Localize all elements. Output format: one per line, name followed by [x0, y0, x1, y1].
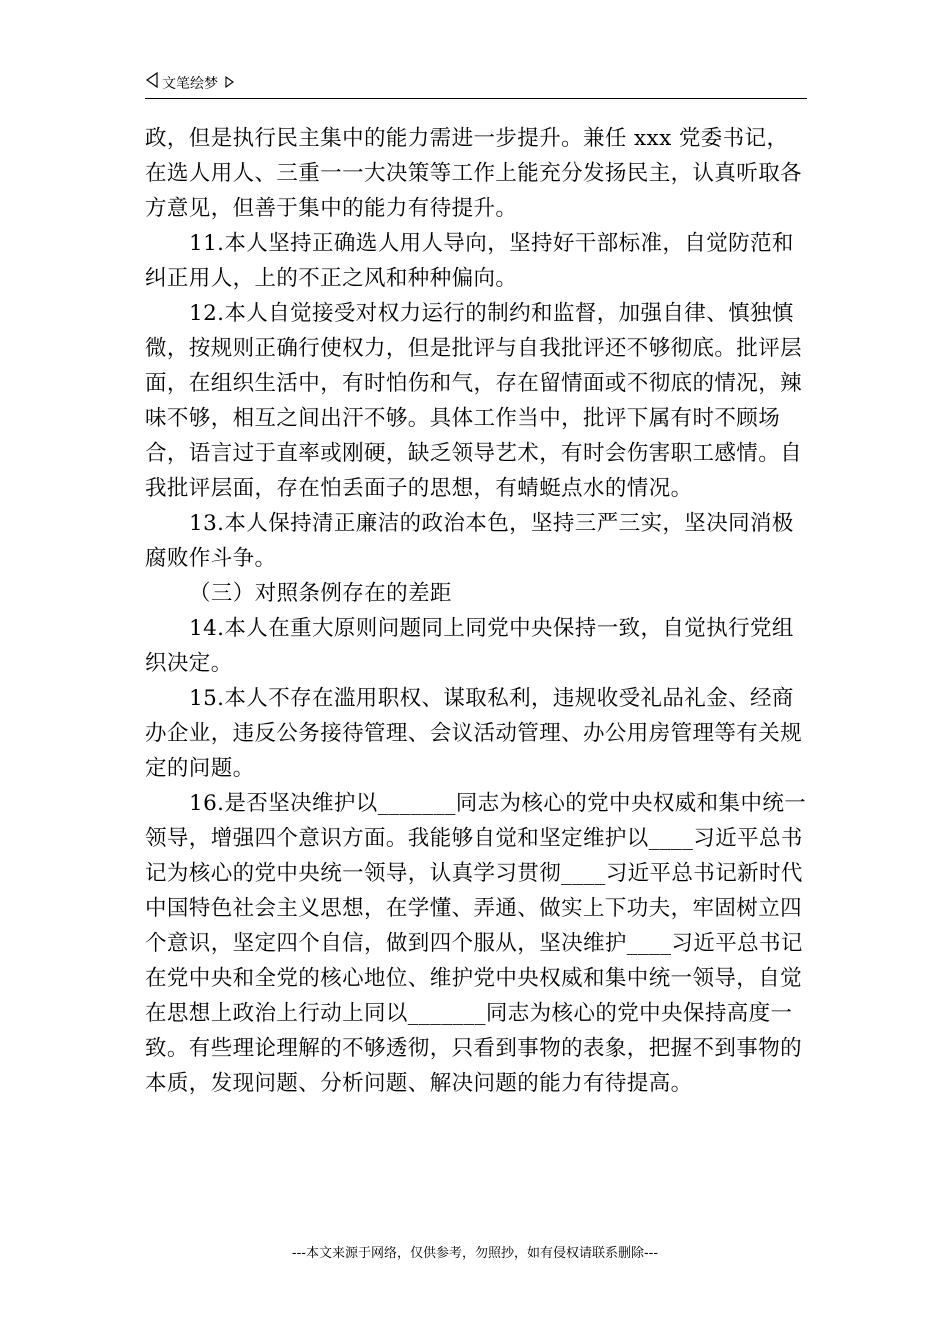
page-footer-disclaimer: ---本文来源于网络，仅供参考，勿照抄，如有侵权请联系删除--- — [291, 1246, 659, 1261]
paragraph-continued: 政，但是执行民主集中的能力需进一步提升。兼任 xxx 党委书记，在选人用人、三重一一大决策等工作上能充分发扬民主，认真听取各方意见，但善于集中的能力有待提升。 — [145, 126, 803, 221]
paragraph-item-15: 15.本人不存在滥用职权、谋取私利，违规收受礼品礼金、经商办企业，违反公务接待管理、会议活动管理、办公用房管理等有关规定的问题。 — [145, 686, 803, 781]
paragraph-item-14: 14.本人在重大原则问题同上同党中央保持一致，自觉执行党组织决定。 — [145, 616, 794, 676]
page-header — [145, 72, 807, 99]
paragraph-item-13: 13.本人保持清正廉洁的政治本色，坚持三严三实，坚决同消极腐败作斗争。 — [145, 511, 794, 571]
header-brand: 文笔绘梦 — [162, 76, 218, 92]
paragraph-item-12: 12.本人自觉接受对权力运行的制约和监督，加强自律、慎独慎微，按规则正确行使权力，但是批评与自我批评还不够彻底。批评层面，在组织生活中，有时怕伤和气，存在留情面或不彻底的情况，辣味不够，相互之间出汗不够。具体工作当中，批评下属有时不顾场合，语言过于直率或刚硬，缺乏领导艺术，有时会伤害职工感情。自我批评层面，存在怕丢面子的思想，有蜻蜓点水的情况。 — [145, 301, 803, 501]
section-heading-3: （三）对照条例存在的差距 — [189, 581, 452, 606]
document-body — [145, 121, 809, 1101]
paragraph-item-11: 11.本人坚持正确选人用人导向，坚持好干部标准，自觉防范和纠正用人，上的不正之风和种种偏向。 — [145, 231, 794, 291]
triangle-right-outline-icon — [224, 72, 234, 96]
triangle-left-outline-icon — [145, 72, 159, 96]
paragraph-item-16: 16.是否坚决维护以_______同志为核心的党中央权威和集中统一领导，增强四个意识方面。我能够自觉和坚定维护以____习近平总书记为核心的党中央统一领导，认真学习贯彻____习近平总书记新时代中国特色社会主义思想，在学懂、弄通、做实上下功夫，牢固树立四个意识，坚定四个自信，做到四个服从，坚决维护____习近平总书记在党中央和全党的核心地位、维护党中央权威和集中统一领导，自觉在思想上政治上行动上同以_______同志为核心的党中央保持高度一致。有些理论理解的不够透彻，只看到事物的表象，把握不到事物的本质，发现问题、分析问题、解决问题的能力有待提高。 — [145, 791, 807, 1096]
